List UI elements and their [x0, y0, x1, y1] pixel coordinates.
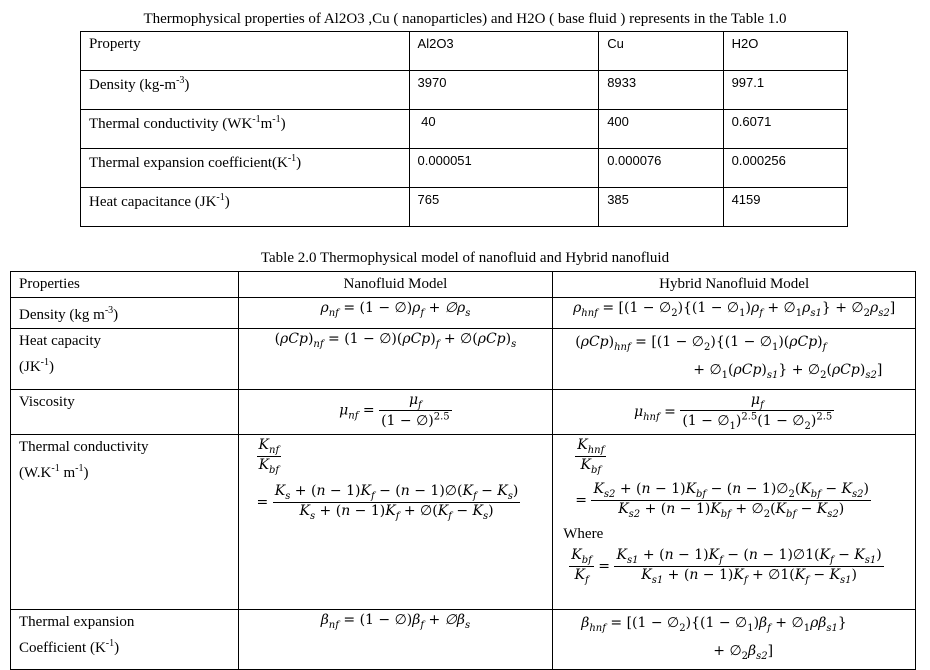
table2-caption: Table 2.0 Thermophysical model of nanofluid and Hybrid nanofluid [260, 250, 670, 266]
row-label-density: Density (kg $m^{-3}$) [19, 305, 119, 323]
cell-cu: 400 [607, 114, 629, 129]
cell-al2o3: 0.000051 [417, 153, 472, 168]
header-hybrid: Hybrid Nanofluid Model [659, 276, 810, 292]
equation-heat-capacity-hnf: $(\rho Cp)_{hnf} = [(1$ − $\emptyset_2)\{(1$ − $\emptyset_1)(\rho Cp)_f$ + $\emptyset_1(\rho Cp)_{s1}$} + $\emptyset_2(\rho Cp)_{s2}$] [575, 334, 883, 381]
cell-al2o3: 40 [417, 114, 436, 129]
equation-density-nf: $\rho_{nf} = (1$ − $\emptyset)\rho_f$ + $\emptyset\rho_s$ [320, 300, 471, 319]
cell-al2o3: 3970 [417, 75, 447, 90]
table-row [11, 298, 916, 329]
cell-cu: 385 [607, 192, 629, 207]
header-properties: Properties [19, 276, 80, 292]
equation-viscosity-hnf: $\mu_{hnf}$ = $\frac{\mu_f}{(1 - \emptyset_1)^{2.5}(1 - \emptyset_2)^{2.5}}$ [634, 391, 833, 432]
table-row [81, 188, 848, 227]
row-label-thermal-expansion: Thermal expansion Coefficient $(K^{-1})$ [19, 613, 135, 656]
properties-table [80, 31, 848, 227]
table-row [11, 609, 916, 670]
row-property: Thermal expansion $coefficient(K^{-1})$ [89, 153, 302, 171]
row-property: Thermal conductivity $(WK^{-1}m^{-1})$ [89, 114, 286, 132]
equation-heat-capacity-nf: $(\rho Cp)_{nf} = (1$ − $\emptyset)(\rho Cp)_f$ + $\emptyset(\rho Cp)_s$ [274, 331, 517, 350]
header-property: Property [89, 36, 141, 52]
equation-thermal-conductivity-nf: $\frac{K_{nf}}{K_{bf}}$ = $\frac{K_s + (n - 1)K_f - (n - 1)\emptyset(K_f - K_s)}{K_s + (n - 1)K_f + \emptyset(K_f - K_s)}$ [256, 436, 519, 523]
cell-cu: 0.000076 [607, 153, 662, 168]
equation-thermal-conductivity-hnf: $\frac{K_{hnf}}{K_{bf}}$ = $\frac{K_{s2} + (n - 1)K_{bf} - (n - 1)\emptyset_2(K_{bf} - K_{s2})}{K_{s2} + (n - 1)K_{bf} + \emptyset_2(K_{bf} - K_{s2})}$ [575, 436, 869, 521]
equation-kbf-ratio: $\frac{K_{bf}}{K_f}$ = $\frac{K_{s1} + (n - 1)K_f - (n - 1)\emptyset 1(K_f - K_{s1})}{K_{s1} + (n - 1)K_f + \emptyset 1(K_f - K_{s1})}$ [571, 547, 882, 586]
equation-thermal-expansion-nf: $\beta_{nf} = (1$ − $\emptyset)\beta_f$ + $\emptyset\beta_s$ [320, 611, 471, 631]
cell-h2o: 997.1 [731, 75, 765, 90]
header-cu: Cu [607, 36, 624, 51]
table-row [11, 389, 916, 434]
header-nanofluid: Nanofluid Model [343, 276, 448, 292]
model-table [10, 271, 916, 670]
row-label-thermal-conductivity: Thermal conductivity ($W.K^{-1}$ $m^{-1}$) [19, 438, 149, 481]
table-row [81, 71, 848, 110]
table-header-row [81, 32, 848, 71]
equation-viscosity-nf: $\mu_{nf}$ = $\frac{\mu_f}{(1 - \emptyset)^{2.5}}$ [339, 391, 450, 430]
where-label: Where [563, 526, 604, 543]
cell-h2o: 0.000256 [731, 153, 786, 168]
row-property: Heat capacitance $(JK^{-1})$ [89, 192, 230, 210]
cell-al2o3: 765 [417, 192, 440, 207]
equation-thermal-expansion-hnf: $\beta_{hnf} = [(1$ − $\emptyset_2)\{(1$ − $\emptyset_1)\beta_f$ + $\emptyset_1\rho\beta_{s1}$} + $\emptyset_2\beta_{s2}$] [581, 614, 847, 662]
table-row [81, 110, 848, 149]
row-property: Density $(kg-m^{-3})$ [89, 75, 190, 93]
table1-caption: Thermophysical properties of Al2O3 ,Cu ( nanoparticles) and H2O ( base fluid ) represents in the Table 1.0 [143, 11, 787, 27]
row-label-viscosity: Viscosity [19, 393, 75, 410]
equation-density-hnf: $\rho_{hnf} = [(1$ − $\emptyset_2)\{(1$ − $\emptyset_1)\rho_f$ + $\emptyset_1\rho_{s1}$} + $\emptyset_2\rho_{s2}$] [573, 300, 896, 319]
table-header-row [11, 272, 916, 298]
cell-h2o: 0.6071 [731, 114, 772, 129]
table-row [81, 149, 848, 188]
table-row [11, 434, 916, 609]
cell-cu: 8933 [607, 75, 637, 90]
row-label-heat-capacity: Heat capacity $(JK^{-1})$ [19, 333, 102, 375]
header-al2o3: Al2O3 [417, 36, 454, 51]
cell-h2o: 4159 [731, 192, 761, 207]
header-h2o: H2O [731, 36, 759, 51]
table-row [11, 329, 916, 390]
